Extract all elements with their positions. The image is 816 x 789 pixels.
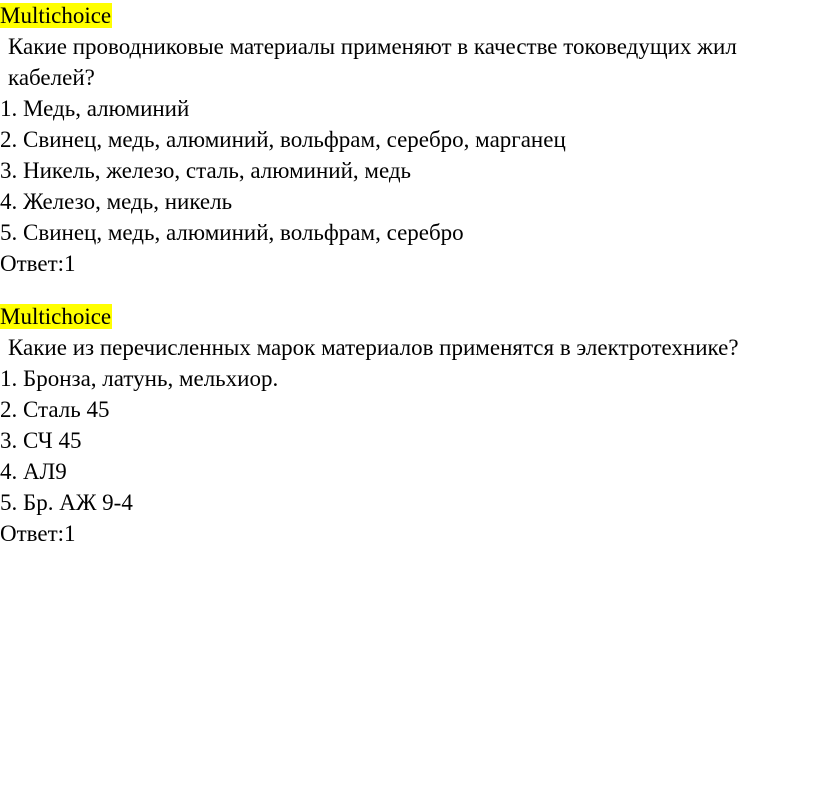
question-block-2	[0, 301, 816, 549]
question-block-1	[0, 0, 816, 279]
question-type-label: Multichoice	[0, 304, 112, 329]
answer-option-4: 4. АЛ9	[0, 459, 67, 484]
answer-option-1: 1. Бронза, латунь, мельхиор.	[0, 366, 279, 391]
question-text: Какие из перечисленных марок материалов применятся в электротехнике?	[8, 335, 739, 360]
question-type-line	[0, 0, 816, 31]
answer-key: Ответ:1	[0, 251, 76, 276]
answer-key: Ответ:1	[0, 521, 76, 546]
answer-option-5: 5. Бр. АЖ 9-4	[0, 490, 133, 515]
question-type-label: Multichoice	[0, 3, 112, 28]
question-type-line	[0, 301, 816, 332]
answer-option-5: 5. Свинец, медь, алюминий, вольфрам, серебро	[0, 220, 464, 245]
answer-option-2: 2. Сталь 45	[0, 397, 110, 422]
question-text: Какие проводниковые материалы применяют в качестве токоведущих жил кабелей?	[8, 34, 737, 90]
answer-option-3: 3. Никель, железо, сталь, алюминий, медь	[0, 158, 412, 183]
answer-option-2: 2. Свинец, медь, алюминий, вольфрам, серебро, марганец	[0, 127, 566, 152]
answer-option-1: 1. Медь, алюминий	[0, 96, 190, 121]
answer-option-4: 4. Железо, медь, никель	[0, 189, 233, 214]
answer-option-3: 3. СЧ 45	[0, 428, 82, 453]
